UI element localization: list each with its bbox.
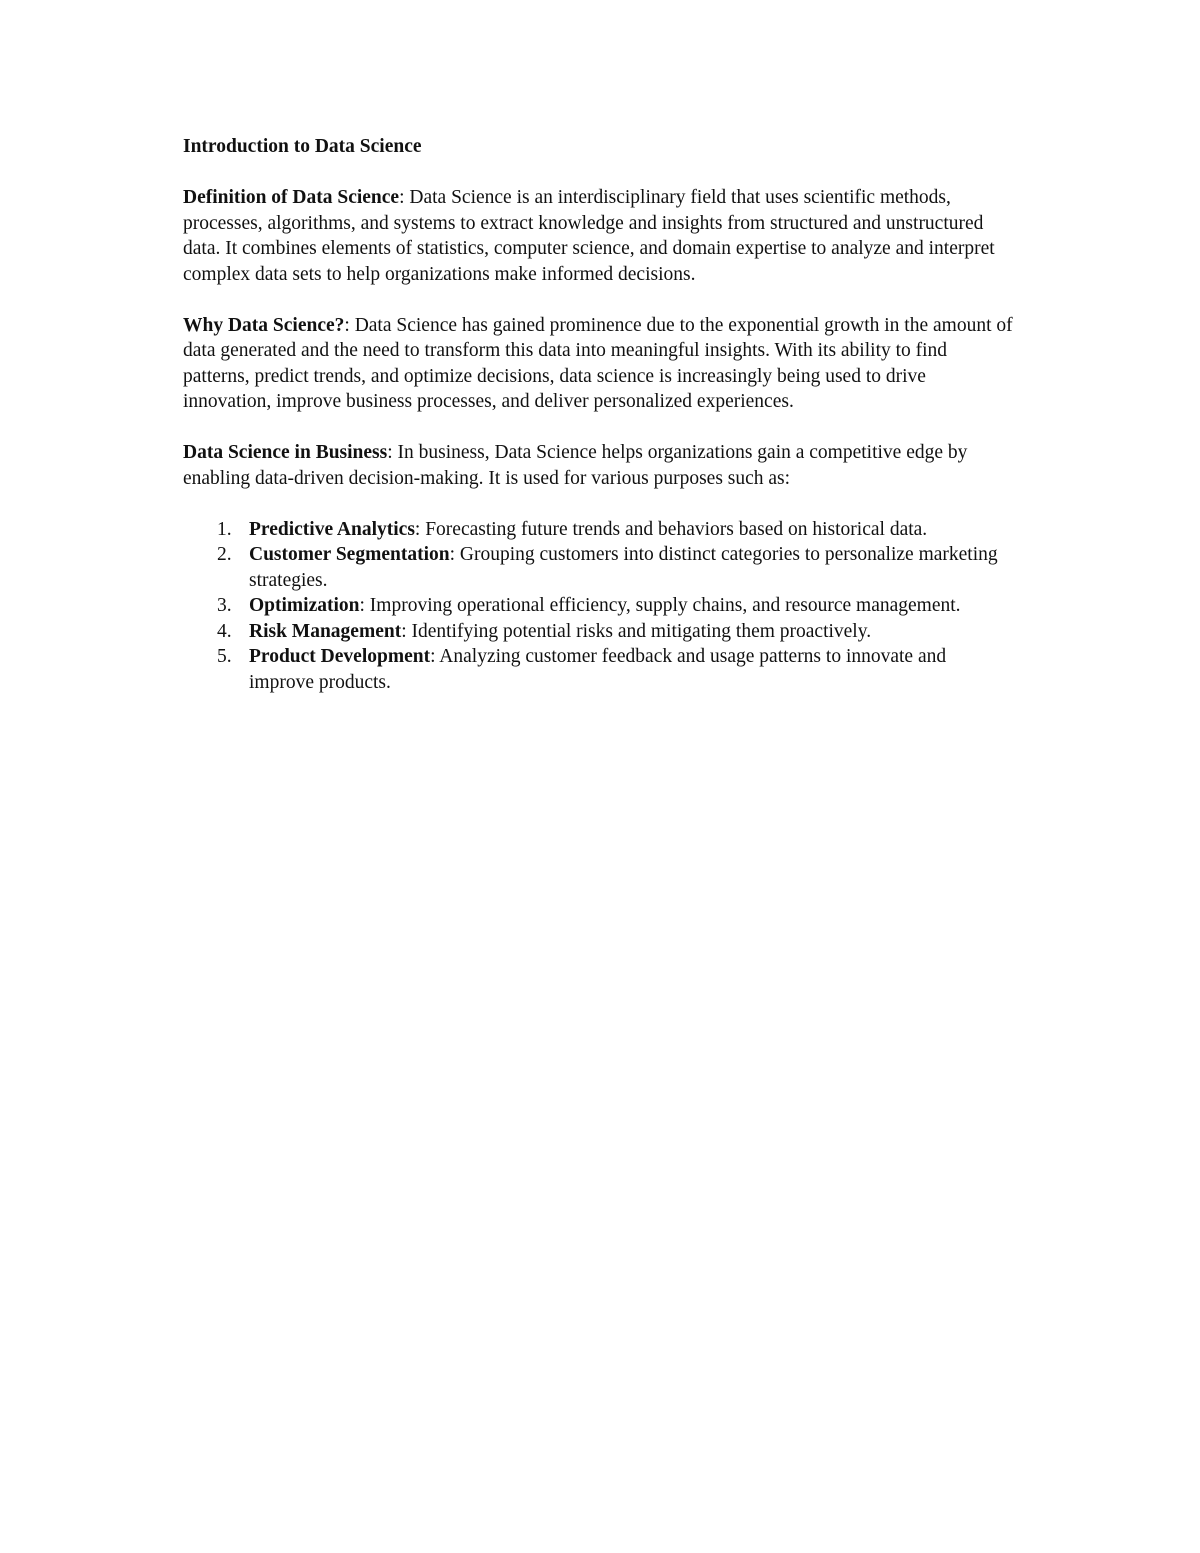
list-text: : Forecasting future trends and behaviors based on historical data. <box>414 518 928 540</box>
list-term: Customer Segmentation <box>249 544 450 565</box>
business-term: Data Science in Business <box>183 442 388 463</box>
list-item <box>183 542 1013 593</box>
list-number: 5. <box>217 646 232 667</box>
list-term: Risk Management <box>249 620 402 642</box>
document-title: Introduction to Data Science <box>183 136 422 157</box>
definition-term: Definition of Data Science <box>183 187 400 208</box>
definition-paragraph <box>183 185 1013 287</box>
list-term: Product Development <box>249 646 431 667</box>
list-item <box>183 517 1013 543</box>
list-item <box>183 593 1013 619</box>
list-number: 3. <box>217 595 232 616</box>
list-number: 1. <box>217 518 232 540</box>
list-term: Predictive Analytics <box>249 518 415 540</box>
list-item <box>183 619 1013 645</box>
business-paragraph <box>183 440 1013 491</box>
list-text: : Analyzing customer feedback and usage patterns to innovate and improve products. <box>249 646 947 693</box>
list-text: : Grouping customers into distinct categories to personalize marketing strategies. <box>249 544 998 591</box>
list-number: 4. <box>217 620 232 642</box>
business-text: : In business, Data Science helps organizations gain a competitive edge by enabling data-driven decision-making. It is used for various purposes such as: <box>183 442 968 489</box>
list-text: : Improving operational efficiency, supply chains, and resource management. <box>359 595 961 616</box>
list-number: 2. <box>217 544 232 565</box>
business-uses-list <box>183 517 1013 696</box>
why-paragraph <box>183 313 1013 415</box>
why-term: Why Data Science? <box>183 314 345 336</box>
definition-text: : Data Science is an interdisciplinary field that uses scientific methods, processes, algorithms, and systems to extract knowledge and insights from structured and unstructured data. It combines elements of statistics, computer science, and domain expertise to analyze and interpret complex data sets to help organizations make informed decisions. <box>183 187 995 285</box>
document-body <box>183 134 1013 695</box>
list-term: Optimization <box>249 595 360 616</box>
why-text: : Data Science has gained prominence due to the exponential growth in the amount of data generated and the need to transform this data into meaningful insights. With its ability to find patterns, predict trends, and optimize decisions, data science is increasingly being used to drive innovation, improve business processes, and deliver personalized experiences. <box>183 314 1013 412</box>
list-text: : Identifying potential risks and mitigating them proactively. <box>401 620 872 642</box>
list-item <box>183 644 1013 695</box>
